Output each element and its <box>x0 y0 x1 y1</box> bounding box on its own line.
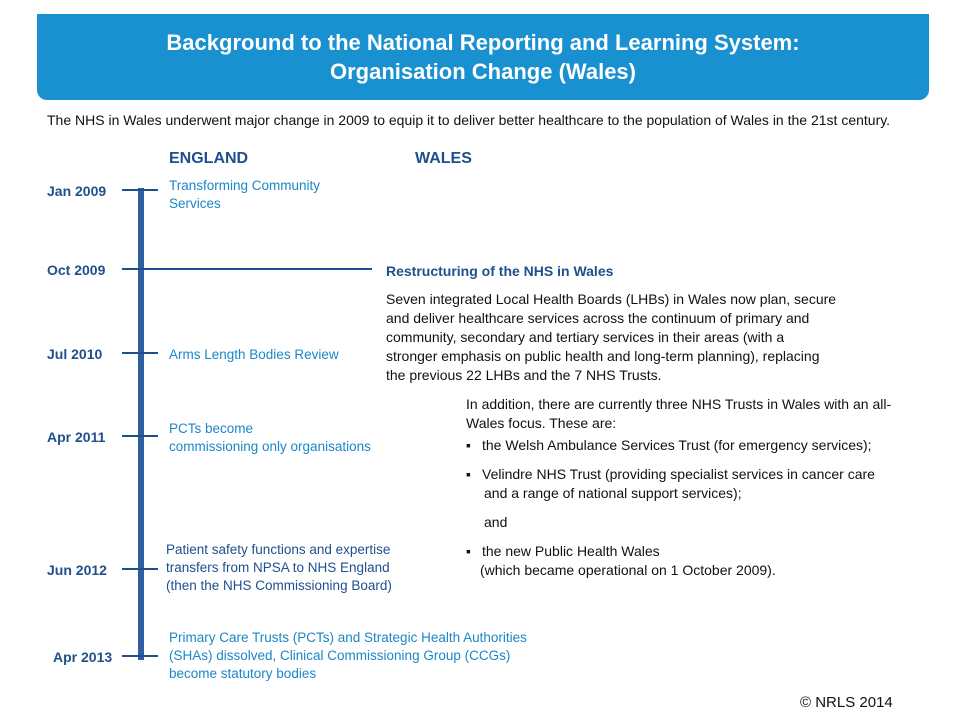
date-oct-2009: Oct 2009 <box>47 262 106 278</box>
wales-trusts-intro: In addition, there are currently three NHS Trusts in Wales with an all- Wales focus. These are: <box>466 396 892 431</box>
copyright-notice: © NRLS 2014 <box>800 694 893 711</box>
wales-restructuring-title: Restructuring of the NHS in Wales <box>386 263 614 279</box>
event-pcts-shas-dissolved: Primary Care Trusts (PCTs) and Strategic Health Authorities (SHAs) dissolved, Clinical Commissioning Group (CCGs) become statutory bodies <box>169 630 527 681</box>
bullet-icon: ▪ <box>466 543 471 559</box>
date-jul-2010: Jul 2010 <box>47 346 103 362</box>
date-apr-2011: Apr 2011 <box>47 429 106 445</box>
wales-heading: WALES <box>415 150 472 167</box>
event-transforming-community-services: Transforming Community Services <box>169 178 321 211</box>
bullet-icon: ▪ <box>466 437 471 453</box>
date-jun-2012: Jun 2012 <box>47 562 107 578</box>
date-jan-2009: Jan 2009 <box>47 183 107 199</box>
list-item-note: (which became operational on 1 October 2009). <box>480 562 776 578</box>
wales-trusts-list <box>466 436 956 580</box>
event-arms-length-bodies-review: Arms Length Bodies Review <box>169 347 339 362</box>
wales-lhb-paragraph: Seven integrated Local Health Boards (LHBs) in Wales now plan, secure and deliver healthcare services across the continuum of primary and community, secondary and tertiary services in their areas (with a stronger emphasis on public health and long-term planning), replacing the previous 22 LHBs and the 7 NHS Trusts. <box>386 291 837 383</box>
list-item: ▪ the new Public Health Wales <box>466 543 660 559</box>
title-line-2: Organisation Change (Wales) <box>329 59 636 84</box>
intro-text: The NHS in Wales underwent major change in 2009 to equip it to deliver better healthcare to the population of Wales in the 21st century. <box>47 112 891 128</box>
title-line-1: Background to the National Reporting and Learning System: <box>166 30 800 55</box>
england-heading: ENGLAND <box>169 150 249 167</box>
date-apr-2013: Apr 2013 <box>53 649 113 665</box>
bullet-icon: ▪ <box>466 466 471 482</box>
list-item: ▪ the Welsh Ambulance Services Trust (for emergency services); <box>466 437 872 453</box>
list-conjunction: and <box>484 514 508 530</box>
event-pcts-commissioning: PCTs become commissioning only organisations <box>169 421 371 454</box>
timeline-axis <box>138 188 144 660</box>
list-item: ▪ Velindre NHS Trust (providing specialist services in cancer care and a range of national support services); <box>466 466 875 501</box>
event-patient-safety-transfer: Patient safety functions and expertise transfers from NPSA to NHS England (then the NHS Commissioning Board) <box>166 542 392 593</box>
